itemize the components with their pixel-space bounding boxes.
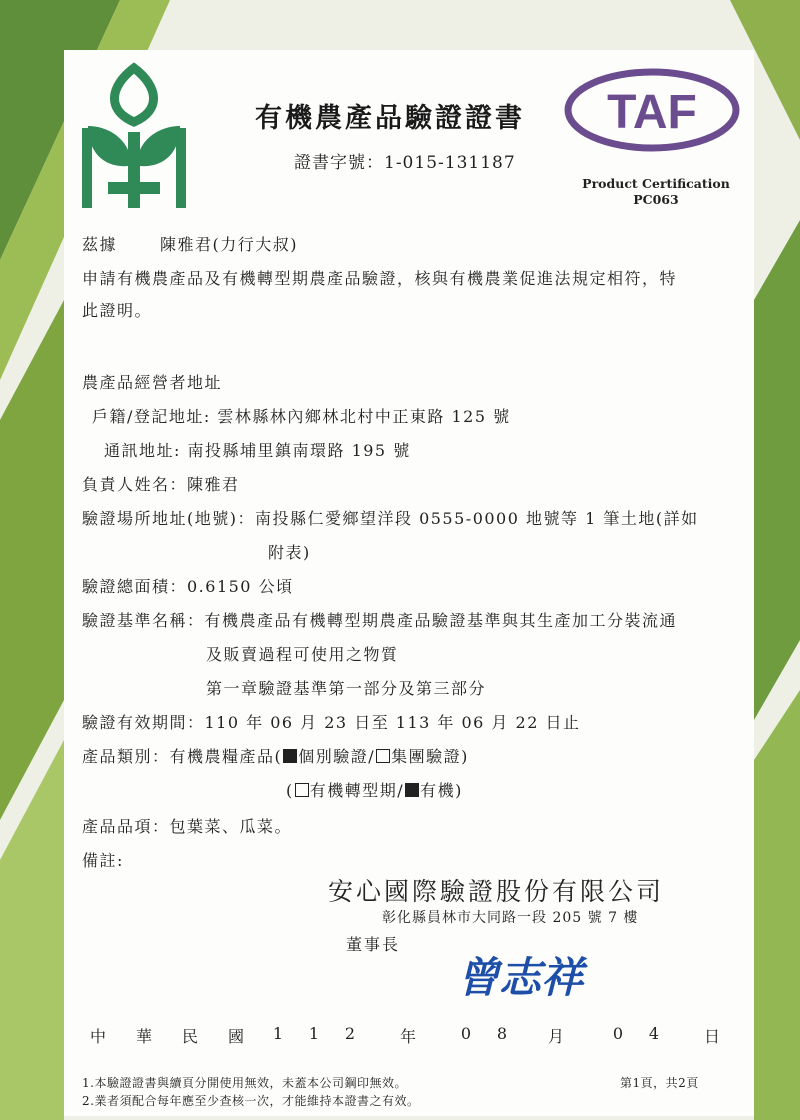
svg-text:曾志祥: 曾志祥 (456, 953, 584, 1002)
date-digit: 1 (272, 1024, 284, 1043)
remarks-label: 備註: (82, 851, 124, 870)
date-digit: 4 (648, 1024, 660, 1043)
unchecked-box-icon (376, 749, 390, 763)
statement-line-2: 此證明。 (82, 301, 153, 320)
date-digit: 2 (344, 1024, 356, 1043)
site-address-line-2: 附表) (268, 543, 311, 562)
certificate-number: 證書字號：1-015-131187 (294, 153, 516, 173)
date-char: 民 (181, 1027, 198, 1046)
applicant-name: 陳雅君(力行大叔) (160, 235, 298, 254)
accreditation-label: Product Certification (582, 176, 730, 191)
responsible-person: 負責人姓名：陳雅君 (82, 475, 240, 494)
svg-text:TAF: TAF (607, 86, 697, 139)
date-char: 日 (703, 1027, 720, 1046)
date-digit: 1 (308, 1024, 320, 1043)
household-address: 戶籍/登記地址: 雲林縣林內鄉林北村中正東路 125 號 (92, 407, 511, 426)
stage-prefix: ( (286, 781, 294, 800)
category-option-individual: 個別驗證/ (298, 747, 376, 766)
accreditation-code: PC063 (633, 192, 679, 207)
taf-logo (562, 66, 742, 154)
footer-note-2: 2.業者須配合每年應至少查核一次，才能維持本證書之有效。 (82, 1094, 420, 1108)
product-stage (286, 778, 463, 801)
standard-line-1: 驗證基準名稱：有機農產品有機轉型期農產品驗證基準與其生產加工分裝流通 (82, 611, 678, 630)
stage-option-organic: 有機) (420, 781, 463, 800)
checked-box-icon (283, 749, 297, 763)
validity-period: 驗證有效期間：110 年 06 月 23 日至 113 年 06 月 22 日止 (82, 713, 581, 732)
mailing-address: 通訊地址: 南投縣埔里鎮南環路 195 號 (104, 441, 411, 460)
chairman-label: 董事長 (346, 935, 401, 954)
standard-line-2: 及販賣過程可使用之物質 (206, 645, 399, 664)
address-heading: 農產品經營者地址 (82, 373, 223, 392)
organic-leaf-logo (80, 62, 188, 210)
date-char: 國 (227, 1027, 244, 1046)
date-char: 華 (135, 1027, 152, 1046)
issuer-address: 彰化縣員林市大同路一段 205 號 7 樓 (382, 910, 639, 926)
checked-box-icon (405, 783, 419, 797)
date-digit: 0 (460, 1024, 472, 1043)
footer-note-1: 1.本驗證證書與續頁分開使用無效，未蓋本公司鋼印無效。 (82, 1076, 407, 1090)
date-char: 月 (547, 1027, 564, 1046)
product-items: 產品品項：包葉菜、瓜菜。 (82, 817, 293, 836)
standard-line-3: 第一章驗證基準第一部分及第三部分 (206, 679, 487, 698)
certificate-title: 有機農產品驗證證書 (255, 103, 525, 134)
signature (440, 948, 600, 1004)
unchecked-box-icon (295, 783, 309, 797)
date-digit: 8 (496, 1024, 508, 1043)
intro-label: 茲據 (82, 235, 118, 254)
date-char: 年 (399, 1027, 416, 1046)
category-option-group: 集團驗證) (391, 747, 469, 766)
site-address-line-1: 驗證場所地址(地號)：南投縣仁愛鄉望洋段 0555-0000 地號等 1 筆土地(詳如 (82, 509, 699, 528)
issuer-company: 安心國際驗證股份有限公司 (328, 877, 665, 906)
date-digit: 0 (612, 1024, 624, 1043)
page-info: 第1頁，共2頁 (620, 1076, 699, 1090)
statement-line-1: 申請有機農產品及有機轉型期農產品驗證，核與有機農業促進法規定相符，特 (82, 269, 678, 288)
total-area: 驗證總面積：0.6150 公頃 (82, 577, 294, 596)
category-prefix: 產品類別：有機農糧產品( (82, 747, 283, 766)
stage-option-transition: 有機轉型期/ (309, 781, 405, 800)
date-char: 中 (89, 1027, 106, 1046)
product-category (82, 744, 469, 767)
